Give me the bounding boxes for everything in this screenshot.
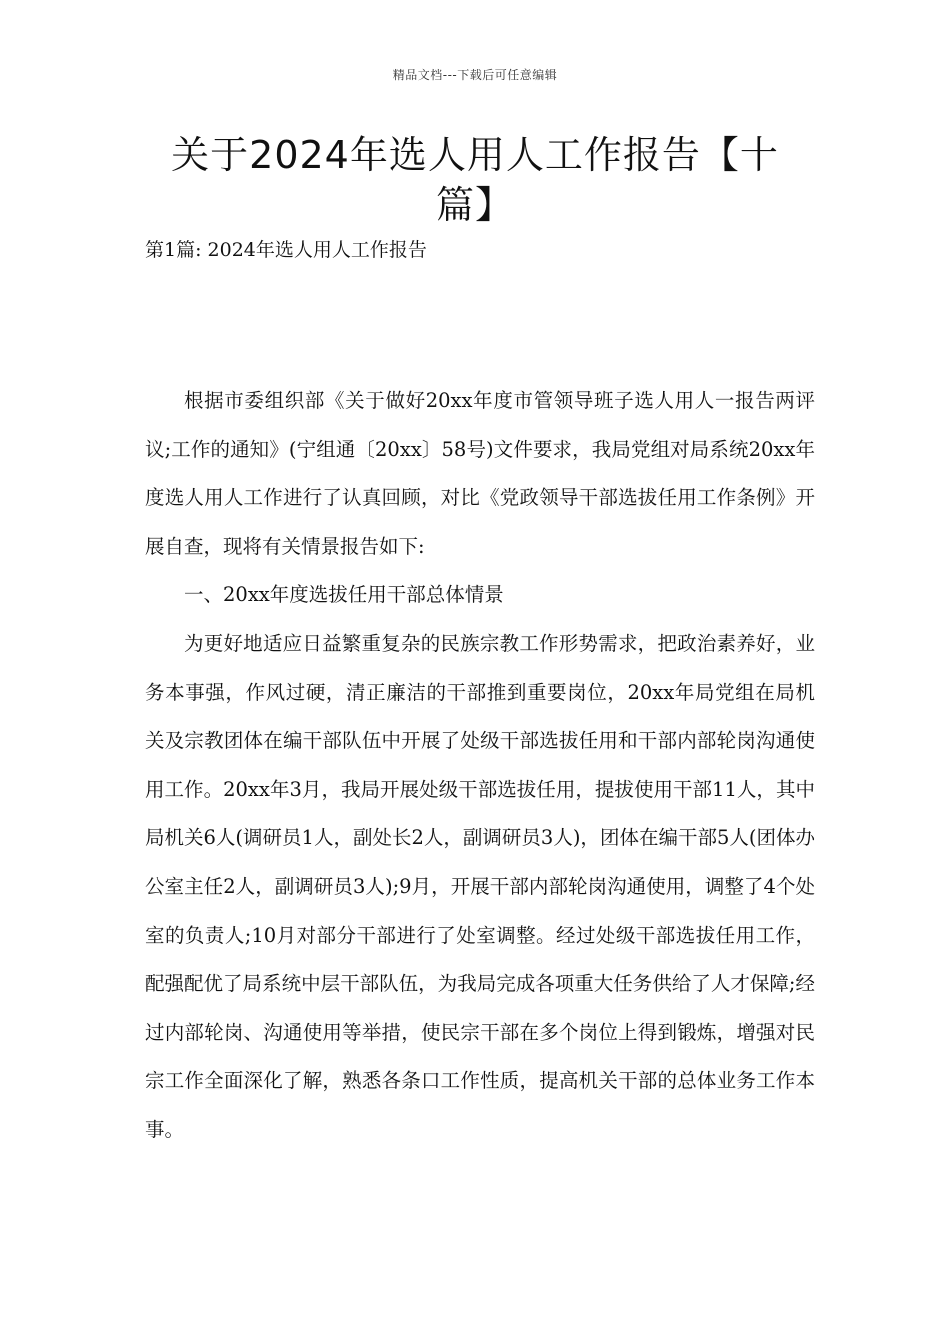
document-title: 关于2024年选人用人工作报告【十篇】 [171,133,779,227]
header-note: 精品文档---下载后可任意编辑 [392,68,558,82]
paragraph-intro: 根据市委组织部《关于做好20xx年度市管领导班子选人用人一报告两评议;工作的通知》(宁组通〔20xx〕58号)文件要求，我局党组对局系统20xx年度选人用人工作进行了认真回顾，对比《党政领导干部选拔任用工作条例》开展自查，现将有关情景报告如下: [145,389,815,558]
paragraph-heading-1: 一、20xx年度选拔任用干部总体情景 [184,583,504,607]
paragraph-main: 为更好地适应日益繁重复杂的民族宗教工作形势需求，把政治素养好，业务本事强，作风过硬，清正廉洁的干部推到重要岗位，20xx年局党组在局机关及宗教团体在编干部队伍中开展了处级干部选拔任用和干部内部轮岗沟通使用工作。20xx年3月，我局开展处级干部选拔任用，提拔使用干部11人，其中局机关6人(调研员1人，副处长2人，副调研员3人)，团体在编干部5人(团体办公室主任2人，副调研员3人);9月，开展干部内部轮岗沟通使用，调整了4个处室的负责人;10月对部分干部进行了处室调整。经过处级干部选拔任用工作，配强配优了局系统中层干部队伍，为我局完成各项重大任务供给了人才保障;经过内部轮岗、沟通使用等举措，使民宗干部在多个岗位上得到锻炼，增强对民宗工作全面深化了解，熟悉各条口工作性质，提高机关干部的总体业务工作本事。 [145,631,815,1141]
section-subtitle: 第1篇: 2024年选人用人工作报告 [145,239,427,261]
document-body [145,377,815,1155]
